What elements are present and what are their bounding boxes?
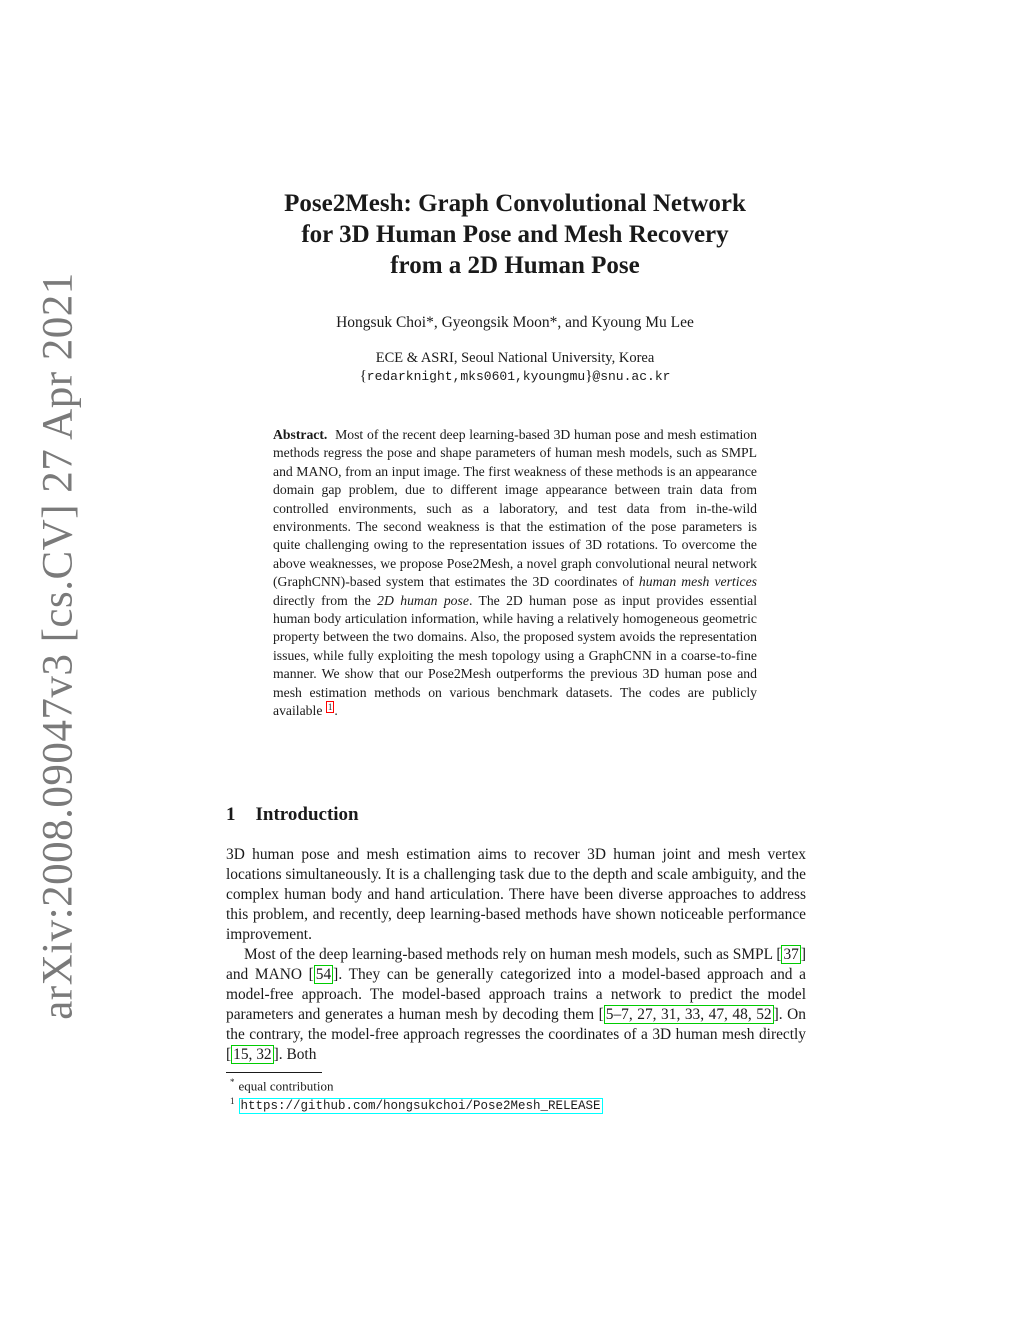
intro-paragraph-2: Most of the deep learning-based methods rely on human mesh models, such as SMPL [ 37 ] and MANO [ 54 ]. They can be generally categorized into a model-based approach and a model-free approach. The model-based approach trains a network to predict the model parameters and generates a human mesh by decoding them [ 5–7, 27, 31, 33, 47, 48, 52 ]. On the contrary, the model-free approach regresses the coordinates of a 3D human mesh directly [ 15, 32 ]. Both xyxy=(226,946,806,1063)
code-repository-link[interactable]: https://github.com/hongsukchoi/Pose2Mesh_RELEASE xyxy=(240,1099,601,1114)
author-emails xyxy=(190,368,840,385)
email-close-brace: } xyxy=(585,368,593,384)
citation-smpl-link[interactable]: 37 xyxy=(783,946,799,963)
intro-text-b: and MANO xyxy=(226,966,302,983)
intro-text-c: . They can be generally categorized into a model-based approach and a model-free approach. The model-based approach trains a network to predict the model parameters and generates a human mesh by decoding them xyxy=(226,966,806,1023)
footnote-equal-text: equal contribution xyxy=(238,1078,334,1094)
affiliation: ECE & ASRI, Seoul National University, Korea xyxy=(375,350,655,366)
abstract-label: Abstract. xyxy=(273,427,328,442)
abstract-text-3: . The 2D human pose as input provides essential human body articulation information, while having a relatively homogeneous geometric property between the two domains. Also, the proposed system avoids the representation issues, while fully exploiting the mesh topology using a GraphCNN in a coarse-to-fine manner. We show that our Pose2Mesh outperforms the previous 3D human pose and mesh estimation methods on various benchmark datasets. The codes are publicly available xyxy=(273,592,758,719)
title-line-1: Pose2Mesh: Graph Convolutional Network xyxy=(284,190,746,217)
abstract-emphasis-2: 2D human pose xyxy=(377,592,469,608)
section-heading xyxy=(226,804,359,826)
section-number: 1 xyxy=(226,804,236,825)
citation-model-based-links[interactable]: 5–7, 27, 31, 33, 47, 48, 52 xyxy=(605,1006,772,1023)
title-line-2: for 3D Human Pose and Mesh Recovery xyxy=(301,221,729,248)
email-open-brace: { xyxy=(359,368,367,384)
abstract-text-2: directly from the xyxy=(273,592,371,608)
title-line-3: from a 2D Human Pose xyxy=(390,252,640,279)
abstract-text-1: Most of the recent deep learning-based 3D human pose and mesh estimation methods regress the pose and shape parameters of human mesh models, such as SMPL and MANO, from an input image. The first weakness of these methods is an appearance domain gap problem, due to different image appearance between train data from controlled environments, such as a laboratory, and test data from in-the-wild environments. The second weakness is that the estimation of the pose parameters is quite challenging owing to the representation issues of 3D rotations. To overcome the above weaknesses, we propose Pose2Mesh, a novel graph convolutional neural network (GraphCNN)-based system that estimates the 3D coordinates of xyxy=(273,427,757,590)
arxiv-identifier: arXiv:2008.09047v3 [cs.CV] 27 Apr 2021 xyxy=(34,272,82,1020)
citation-model-free-links[interactable]: 15, 32 xyxy=(233,1046,272,1063)
abstract-end: . xyxy=(334,703,338,719)
footnote-star-marker: * xyxy=(230,1077,235,1087)
citation-mano-link[interactable]: 54 xyxy=(315,966,332,983)
footnote-equal-contribution xyxy=(230,1077,333,1094)
footnote-code-url xyxy=(230,1096,603,1113)
email-names: redarknight,mks0601,kyoungmu xyxy=(366,369,586,384)
intro-text-d: . On the contrary, the model-free approach regresses the coordinates of a 3D human mesh directly xyxy=(226,1006,806,1043)
introduction-body xyxy=(226,845,806,1065)
footnote-reference-link[interactable]: 1 xyxy=(327,701,333,712)
intro-text-a: Most of the deep learning-based methods rely on human mesh models, such as SMPL xyxy=(244,946,773,963)
abstract xyxy=(273,426,757,721)
intro-text-e: . Both xyxy=(278,1046,317,1063)
section-title: Introduction xyxy=(255,804,359,825)
footnote-number-marker: 1 xyxy=(230,1096,235,1106)
author-list: Hongsuk Choi*, Gyeongsik Moon*, and Kyoung Mu Lee xyxy=(336,314,694,331)
email-domain: @snu.ac.kr xyxy=(592,369,671,384)
paper-title xyxy=(190,188,840,281)
abstract-emphasis-1: human mesh vertices xyxy=(638,574,758,590)
footnote-divider xyxy=(226,1072,322,1073)
intro-paragraph-1: 3D human pose and mesh estimation aims to recover 3D human joint and mesh vertex locations simultaneously. It is a challenging task due to the depth and scale ambiguity, and the complex human body and hand articulation. There have been diverse approaches to address this problem, and recently, deep learning-based methods have shown noticeable performance improvement. xyxy=(226,846,806,943)
